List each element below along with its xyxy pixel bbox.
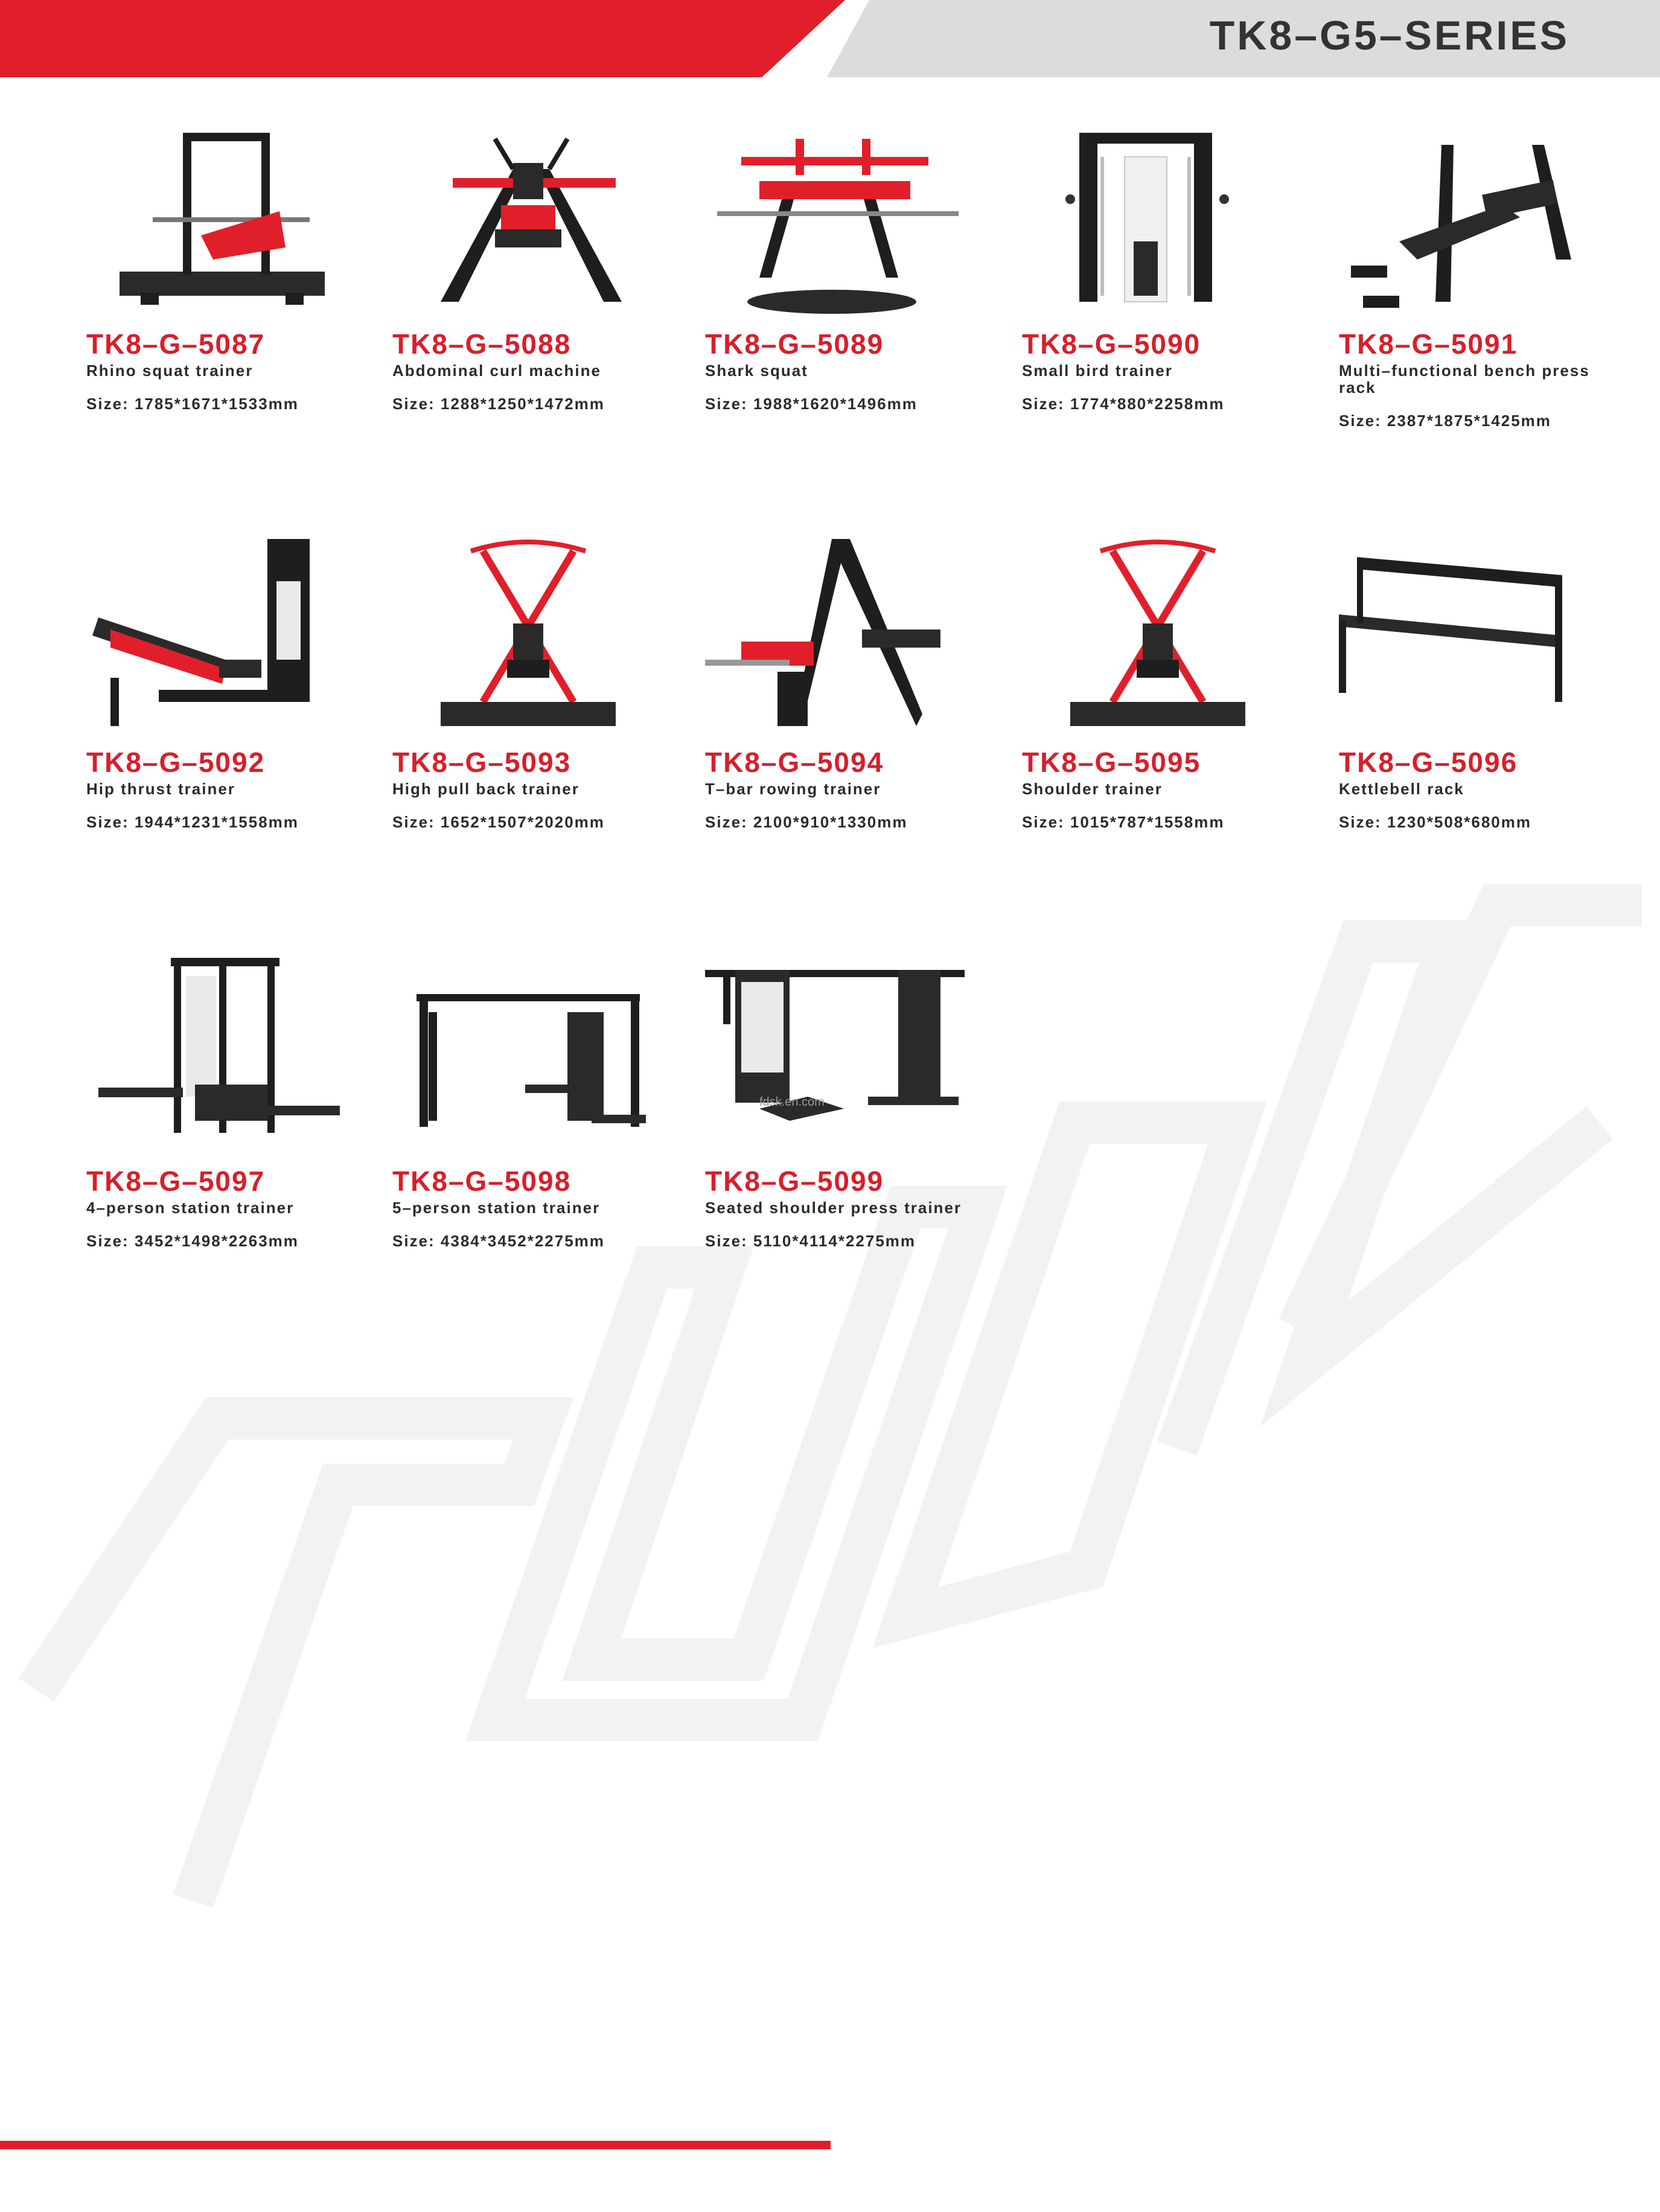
image-caption: fdsk.en.com <box>759 1095 825 1109</box>
product-code: TK8–G–5087 <box>86 328 266 360</box>
product-size: Size: 5110*4114*2275mm <box>705 1232 916 1250</box>
product-name: 4–person station trainer <box>86 1199 295 1217</box>
product-size: Size: 1988*1620*1496mm <box>705 395 918 413</box>
product-name: Multi–functional bench press rack <box>1339 362 1590 397</box>
high-pull-back-trainer-image <box>392 539 670 738</box>
product-code: TK8–G–5092 <box>86 747 266 778</box>
shark-squat-image <box>705 121 983 320</box>
product-code: TK8–G–5089 <box>705 328 884 360</box>
series-title: TK8–G5–SERIES <box>1209 13 1569 59</box>
product-card <box>1339 539 1641 832</box>
product-code: TK8–G–5094 <box>705 747 884 778</box>
product-size: Size: 1774*880*2258mm <box>1022 395 1225 413</box>
hip-thrust-trainer-image <box>86 539 364 738</box>
product-name: T–bar rowing trainer <box>705 780 881 798</box>
product-size: Size: 2387*1875*1425mm <box>1339 412 1551 430</box>
kettlebell-rack-image <box>1339 539 1617 738</box>
header-red-band <box>0 0 845 77</box>
product-name: Rhino squat trainer <box>86 362 254 380</box>
product-card <box>705 539 1007 832</box>
product-code: TK8–G–5097 <box>86 1165 266 1197</box>
product-card <box>1022 539 1324 832</box>
product-card <box>86 958 388 1251</box>
product-size: Size: 1652*1507*2020mm <box>392 813 605 831</box>
seated-shoulder-press-trainer-image <box>705 958 983 1157</box>
product-size: Size: 2100*910*1330mm <box>705 813 908 831</box>
product-code: TK8–G–5096 <box>1339 747 1518 778</box>
product-name: Hip thrust trainer <box>86 780 235 798</box>
product-code: TK8–G–5091 <box>1339 328 1518 360</box>
product-name: High pull back trainer <box>392 780 579 798</box>
product-code: TK8–G–5088 <box>392 328 572 360</box>
product-code: TK8–G–5093 <box>392 747 572 778</box>
product-name: Small bird trainer <box>1022 362 1173 380</box>
product-size: Size: 1944*1231*1558mm <box>86 813 299 831</box>
product-size: Size: 1015*787*1558mm <box>1022 813 1225 831</box>
shoulder-trainer-image <box>1022 539 1300 738</box>
product-card <box>392 121 694 413</box>
product-card <box>392 958 694 1251</box>
abdominal-curl-machine-image <box>392 121 670 320</box>
rhino-squat-trainer-image <box>86 121 364 320</box>
product-name: Seated shoulder press trainer <box>705 1199 962 1217</box>
product-name: Shoulder trainer <box>1022 780 1163 798</box>
product-card <box>1339 121 1641 430</box>
t-bar-rowing-trainer-image <box>705 539 983 738</box>
product-card <box>86 121 388 413</box>
product-code: TK8–G–5090 <box>1022 328 1201 360</box>
product-name: Kettlebell rack <box>1339 780 1464 798</box>
product-card <box>1022 121 1324 413</box>
bench-press-rack-image <box>1339 121 1617 320</box>
product-name: Shark squat <box>705 362 808 380</box>
product-card <box>705 958 1007 1251</box>
small-bird-trainer-image <box>1022 121 1300 320</box>
product-card <box>86 539 388 832</box>
footer-red-bar <box>0 2141 831 2149</box>
product-size: Size: 1230*508*680mm <box>1339 813 1531 831</box>
product-size: Size: 1288*1250*1472mm <box>392 395 605 413</box>
product-card <box>392 539 694 832</box>
product-code: TK8–G–5095 <box>1022 747 1201 778</box>
product-name: Abdominal curl machine <box>392 362 601 380</box>
product-size: Size: 4384*3452*2275mm <box>392 1232 605 1250</box>
product-code: TK8–G–5098 <box>392 1165 572 1197</box>
product-card <box>705 121 1007 413</box>
five-person-station-trainer-image <box>392 958 670 1157</box>
product-size: Size: 1785*1671*1533mm <box>86 395 299 413</box>
product-size: Size: 3452*1498*2263mm <box>86 1232 299 1250</box>
four-person-station-trainer-image <box>86 958 364 1157</box>
product-name: 5–person station trainer <box>392 1199 601 1217</box>
product-code: TK8–G–5099 <box>705 1165 884 1197</box>
